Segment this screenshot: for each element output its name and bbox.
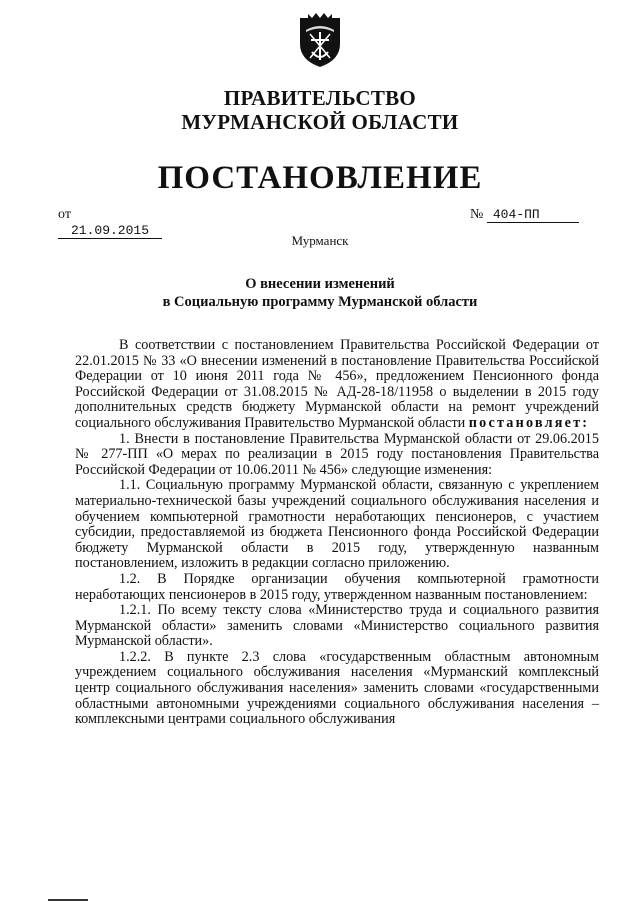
subject-line-1: О внесении изменений bbox=[245, 276, 395, 292]
number-prefix: № bbox=[470, 207, 484, 222]
paragraph-1-2-2: 1.2.2. В пункте 2.3 слова «государственным областным автономным учреждением социального обслуживания населения «Мурманский комплексный центр социального обслуживания населения» заменить словами «государственными областными автономными учреждениями социального обслуживания населения – комплексными центрами социального обслуживания bbox=[75, 648, 599, 728]
paragraph-1-2-1: 1.2.1. По всему тексту слова «Министерство труда и социального развития Мурманской области» заменить словами «Министерство социального развития Мурманской области». bbox=[75, 602, 599, 650]
gov-line-2: МУРМАНСКОЙ ОБЛАСТИ bbox=[181, 110, 459, 134]
government-name bbox=[0, 86, 640, 134]
document-subject bbox=[0, 275, 640, 311]
document-type-title: ПОСТАНОВЛЕНИЕ bbox=[157, 160, 483, 196]
city-name: Мурманск bbox=[291, 233, 349, 248]
subject-line-2: в Социальную программу Мурманской области bbox=[162, 294, 478, 310]
gov-line-1: ПРАВИТЕЛЬСТВО bbox=[223, 86, 417, 110]
paragraph-1: 1. Внести в постановление Правительства Мурманской области от 29.06.2015 № 277-ПП «О мерах по реализации в 2015 году постановления Правительства Российской Федерации от 10.06.2011 № 456» следующие изменения: bbox=[75, 430, 599, 478]
paragraph-preamble bbox=[75, 338, 599, 432]
paragraph-1-1: 1.1. Социальную программу Мурманской области, связанную с укреплением материально-технической базы учреждений социального обслуживания населения и обучением компьютерной грамотности неработающих пенсионеров, с участием субсидии, предоставляемой из бюджета Пенсионного фонда Российской Федерации бюджету Мурманской области в 2015 году, утвержденную названным постановлением, изложить в редакции согласно приложению. bbox=[75, 477, 599, 572]
paragraph-1-2: 1.2. В Порядке организации обучения компьютерной грамотности неработающих пенсионеров в 2015 году, утвержденном названным постановлением: bbox=[75, 570, 599, 603]
number-value: 404-ПП bbox=[487, 208, 579, 223]
resolution-keyword: постановляет: bbox=[468, 414, 590, 431]
document-number bbox=[470, 207, 590, 223]
date-value: 21.09.2015 bbox=[58, 224, 162, 239]
document-body bbox=[75, 338, 599, 728]
preamble-text: В соответствии с постановлением Правительства Российской Федерации от 22.01.2015 № 33 «О внесении изменений в постановление Правительства Российской Федерации от 10 июня 2011 года № 456», предложением Пенсионного фонда Российской Федерации от 31.08.2015 № АД-28-18/11958 о выделении в 2015 году дополнительных средств бюджету Мурманской области на ремонт учреждений социального обслуживания Правительство Мурманской области bbox=[75, 337, 599, 431]
page-footer-line bbox=[48, 899, 88, 901]
date-prefix: от bbox=[58, 207, 71, 222]
murmansk-coat-of-arms-icon bbox=[298, 10, 342, 68]
